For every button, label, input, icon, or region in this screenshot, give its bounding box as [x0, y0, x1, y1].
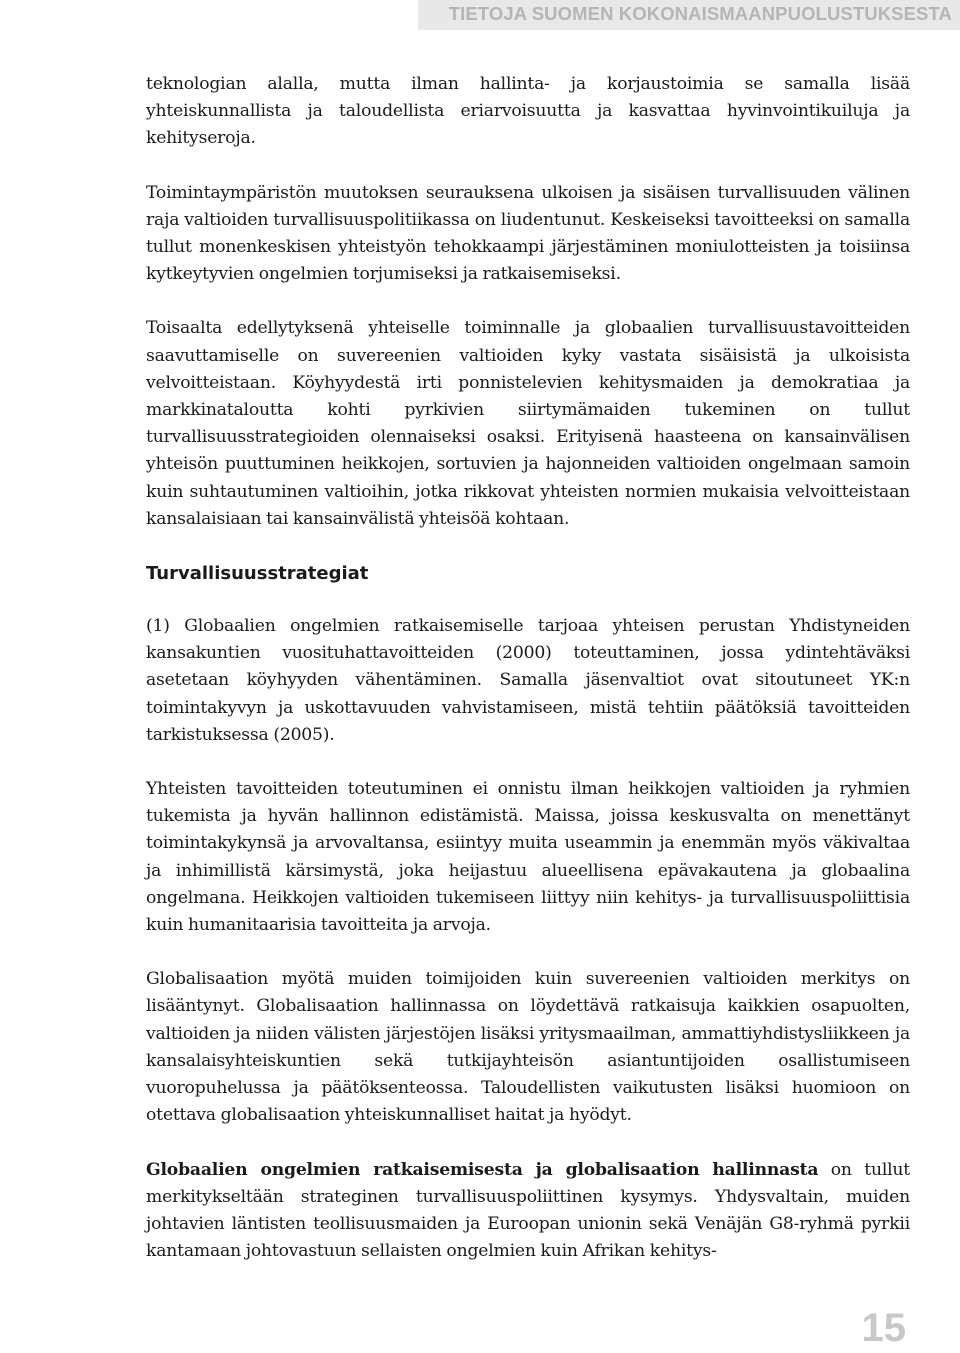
page-body	[146, 71, 910, 1265]
paragraph-7-bold-lead: Globaalien ongelmien ratkaisemisesta ja globalisaation hallinnasta	[146, 1159, 819, 1180]
paragraph-1: teknologian alalla, mutta ilman hallinta- ja korjaustoimia se samalla lisää yhteiskunnallista ja taloudellista eriarvoisuutta ja kasvattaa hyvinvointikuiluja ja kehityseroja.	[146, 74, 910, 149]
paragraph-7-text: on tullut merkitykseltään strateginen turvallisuuspoliittinen kysymys. Yhdysvaltain, muiden johtavien läntisten teollisuusmaiden ja Euroopan unionin sekä Venäjän G8-ryhmä pyrkii kantamaan johtovastuun sellaisten ongelmien kuin Afrikan kehitys-	[146, 1159, 910, 1262]
page-number: 15	[861, 1306, 906, 1350]
paragraph-6: Globalisaation myötä muiden toimijoiden kuin suvereenien valtioiden merkitys on lisääntynyt. Globalisaation hallinnassa on löydettävä ratkaisuja kaikkien osapuolten, valtioiden ja niiden välisten järjestöjen lisäksi yritysmaailman, ammattiyhdistysliikkeen ja kansalaisyhteiskuntien sekä tutkijayhteisön asiantuntijoiden osallistumiseen vuoropuhelussa ja päätöksenteossa. Taloudellisten vaikutusten lisäksi huomioon on otettava globalisaation yhteiskunnalliset haitat ja hyödyt.	[146, 969, 910, 1126]
paragraph-5: Yhteisten tavoitteiden toteutuminen ei onnistu ilman heikkojen valtioiden ja ryhmien tukemista ja hyvän hallinnon edistämistä. Maissa, joissa keskusvalta on menettänyt toimintakykynsä ja arvovaltansa, esiintyy muita useammin ja enemmän myös väkivaltaa ja inhimillistä kärsimystä, joka heijastuu alueellisena epävakautena ja globaalina ongelmana. Heikkojen valtioiden tukemiseen liittyy niin kehitys- ja turvallisuuspoliittisia kuin humanitaarisia tavoitteita ja arvoja.	[146, 779, 910, 936]
paragraph-2: Toimintaympäristön muutoksen seurauksena ulkoisen ja sisäisen turvallisuuden välinen raja valtioiden turvallisuuspolitiikassa on liudentunut. Keskeiseksi tavoitteeksi on samalla tullut monenkeskisen yhteistyön tehokkaampi järjestäminen moniulotteisten ja toisiinsa kytkeytyvien ongelmien torjumiseksi ja ratkaisemiseksi.	[146, 182, 910, 285]
header-bar	[418, 0, 960, 30]
paragraph-4: (1) Globaalien ongelmien ratkaisemiselle tarjoaa yhteisen perustan Yhdistyneiden kansakuntien vuosituhattavoitteiden (2000) toteuttaminen, jossa ydintehtäväksi asetetaan köyhyyden vähentäminen. Samalla jäsenvaltiot ovat sitoutuneet YK:n toimintakyvyn ja uskottavuuden vahvistamiseen, mistä tehtiin päätöksiä tavoitteiden tarkistuksessa (2005).	[146, 616, 910, 745]
section-heading: Turvallisuusstrategiat	[146, 563, 369, 585]
running-header-title: TIETOJA SUOMEN KOKONAISMAANPUOLUSTUKSESTA	[448, 3, 952, 24]
paragraph-7	[146, 1157, 910, 1266]
paragraph-3: Toisaalta edellytyksenä yhteiselle toiminnalle ja globaalien turvallisuustavoitteiden saavuttamiselle on suvereenien valtioiden kyky vastata sisäisistä ja ulkoisista velvoitteistaan. Köyhyydestä irti ponnistelevien kehitysmaiden ja demokratiaa ja markkinataloutta kohti pyrkivien siirtymämaiden tukeminen on tullut turvallisuusstrategioiden olennaiseksi osaksi. Erityisenä haasteena on kansainvälisen yhteisön puuttuminen heikkojen, sortuvien ja hajonneiden valtioiden ongelmaan samoin kuin suhtautuminen valtioihin, jotka rikkovat yhteisten normien mukaisia velvoitteistaan kansalaisiaan tai kansainvälistä yhteisöä kohtaan.	[146, 318, 910, 529]
